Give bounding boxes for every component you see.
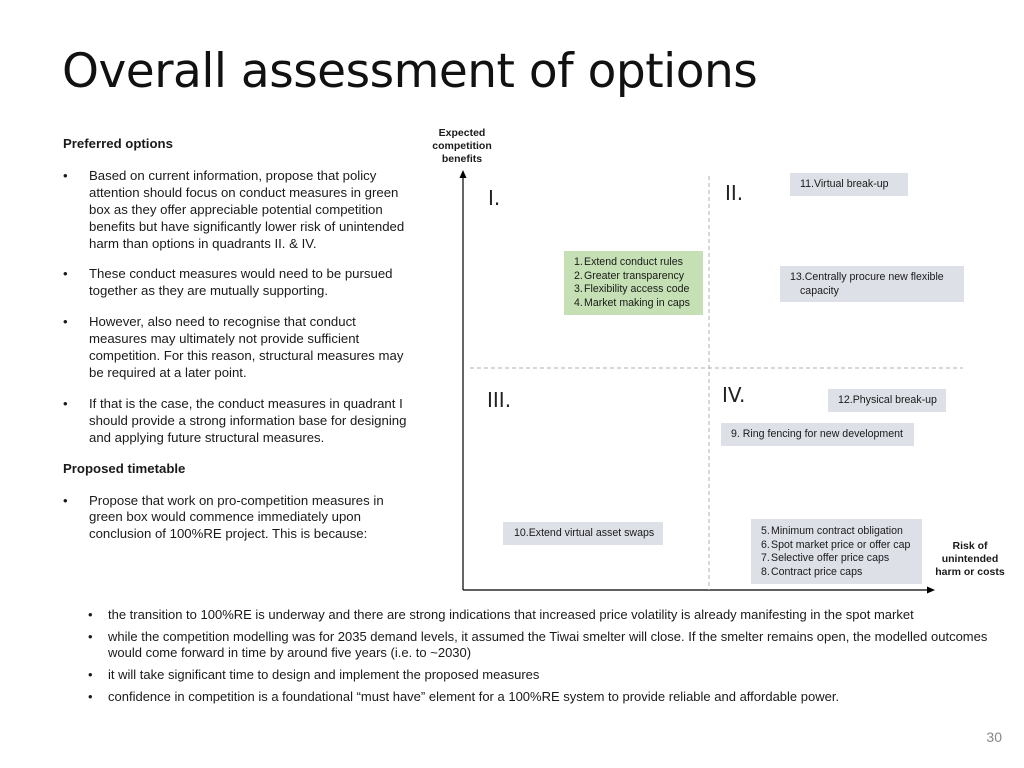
price-cap-measures-box bbox=[751, 519, 922, 584]
preferred-bullet-1: • Based on current information, propose that policy attention should focus on conduct measures in green box as they offer appreciable potential competition benefits but have significantly lower risk of unintended harm than options in quadrants II. & IV. bbox=[63, 168, 415, 253]
slide-title: Overall assessment of options bbox=[62, 44, 758, 99]
green-item-4-num: 4. bbox=[574, 296, 583, 309]
gray-item-6 bbox=[761, 539, 922, 553]
green-item-2-text: Greater transparency bbox=[584, 269, 685, 282]
proposed-timetable-heading: Proposed timetable bbox=[63, 460, 186, 476]
virtual-breakup-box: 11.Virtual break-up bbox=[790, 173, 908, 196]
green-conduct-measures-box bbox=[564, 251, 703, 315]
x-axis-label: Risk of unintended harm or costs bbox=[935, 540, 1005, 578]
green-item-4-text: Market making in caps bbox=[584, 296, 690, 309]
centrally-procure-text: 13.Centrally procure new flexible capacity bbox=[790, 271, 944, 297]
gray-item-5-num: 5. bbox=[761, 525, 770, 537]
reason-bullet-3: • it will take significant time to design and implement the proposed measures bbox=[88, 667, 988, 683]
reason-bullet-4: • confidence in competition is a foundational “must have” element for a 100%RE system to provide reliable and affordable power. bbox=[88, 689, 988, 705]
gray-item-6-text: Spot market price or offer cap bbox=[771, 538, 911, 551]
green-item-1 bbox=[574, 256, 703, 270]
gray-item-6-num: 6. bbox=[761, 538, 770, 551]
reason-bullet-2: • while the competition modelling was for 2035 demand levels, it assumed the Tiwai smelter will close. If the smelter remains open, the modelled outcomes would come forward in time by around five years (i.e. to ~2030) bbox=[88, 629, 988, 661]
centrally-procure-box bbox=[780, 266, 964, 302]
physical-breakup-box: 12.Physical break-up bbox=[828, 389, 946, 412]
page-number: 30 bbox=[986, 729, 1002, 745]
green-item-2 bbox=[574, 270, 703, 284]
reason-bullet-1: • the transition to 100%RE is underway and there are strong indications that increased price volatility is already manifesting in the spot market bbox=[88, 607, 988, 623]
quadrant-1-label: I. bbox=[488, 186, 501, 210]
gray-item-7-num: 7. bbox=[761, 552, 770, 565]
gray-measures-list bbox=[761, 525, 922, 579]
green-item-2-num: 2. bbox=[574, 269, 583, 282]
x-axis-arrowhead bbox=[927, 587, 935, 594]
gray-item-7 bbox=[761, 552, 922, 566]
green-item-3-text: Flexibility access code bbox=[584, 283, 690, 296]
y-axis-arrowhead bbox=[460, 170, 467, 178]
green-item-1-text: Extend conduct rules bbox=[584, 256, 683, 268]
quadrant-2-label: II. bbox=[725, 181, 744, 205]
gray-item-8-num: 8. bbox=[761, 565, 770, 578]
preferred-bullet-2: • These conduct measures would need to be pursued together as they are mutually supporting. bbox=[63, 266, 415, 300]
green-measures-list bbox=[574, 256, 703, 310]
green-item-3 bbox=[574, 283, 703, 297]
gray-item-5-text: Minimum contract obligation bbox=[771, 525, 903, 537]
green-item-1-num: 1. bbox=[574, 256, 583, 268]
gray-item-5 bbox=[761, 525, 922, 539]
green-item-3-num: 3. bbox=[574, 283, 583, 296]
timetable-bullet-1: • Propose that work on pro-competition measures in green box would commence immediately upon conclusion of 100%RE project. This is because: bbox=[63, 493, 415, 544]
preferred-bullet-3: • However, also need to recognise that conduct measures may ultimately not provide sufficient competition. For this reason, structural measures may be required at a later point. bbox=[63, 314, 415, 382]
quadrant-4-label: IV. bbox=[722, 383, 746, 407]
gray-item-7-text: Selective offer price caps bbox=[771, 552, 890, 565]
green-item-4 bbox=[574, 297, 703, 311]
y-axis-label: Expected competition benefits bbox=[432, 127, 492, 165]
ring-fencing-box: 9. Ring fencing for new development bbox=[721, 423, 914, 446]
quadrant-3-label: III. bbox=[487, 388, 512, 412]
preferred-bullet-4: • If that is the case, the conduct measures in quadrant I should provide a strong information base for designing and applying future structural measures. bbox=[63, 396, 415, 447]
gray-item-8 bbox=[761, 566, 922, 580]
gray-item-8-text: Contract price caps bbox=[771, 565, 863, 578]
virtual-asset-swaps-box: 10.Extend virtual asset swaps bbox=[503, 522, 663, 545]
preferred-options-heading: Preferred options bbox=[63, 136, 173, 151]
